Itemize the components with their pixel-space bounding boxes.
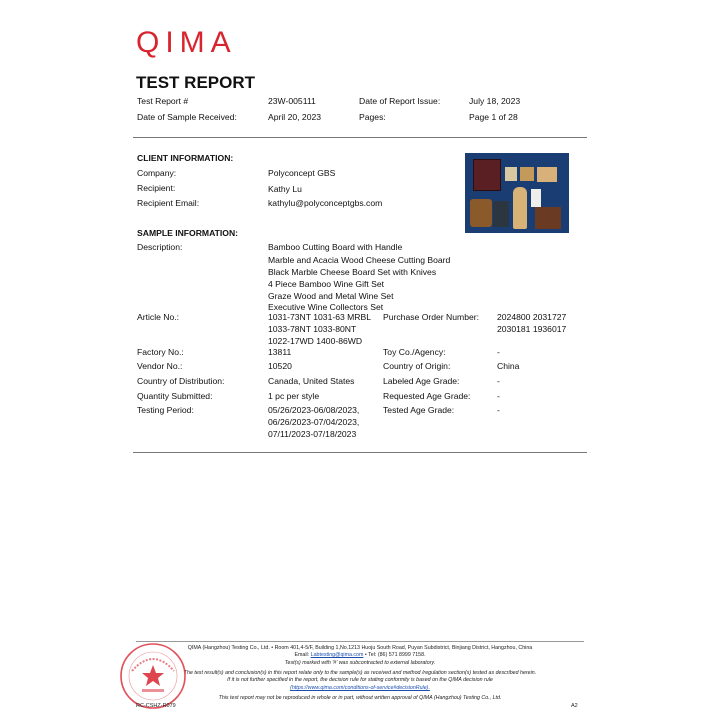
- report-title: TEST REPORT: [136, 73, 256, 92]
- footer-reproduction-note: This test report may not be reproduced in whole or in part, without written approval of QIMA (Hangzhou) Testing Co., Ltd.: [218, 695, 502, 701]
- distribution-value: Canada, United States: [268, 376, 355, 386]
- description-line: Graze Wood and Metal Wine Set: [268, 291, 394, 301]
- article-line: 1022-17WD 1400-86WD: [268, 336, 363, 346]
- labeled-age-value: -: [497, 376, 500, 386]
- po-line: 2024800 2031727: [497, 312, 567, 322]
- footer-contact: [136, 652, 584, 659]
- vendor-value: 10520: [268, 361, 292, 371]
- received-date: April 20, 2023: [268, 112, 322, 122]
- origin-value: China: [497, 361, 520, 371]
- tested-age-label: Tested Age Grade:: [383, 405, 455, 415]
- period-label: Testing Period:: [137, 405, 194, 415]
- footer-decision-link[interactable]: [136, 685, 584, 692]
- description-label: Description:: [137, 242, 183, 252]
- footer-email-prefix: Email:: [294, 652, 311, 658]
- report-no: 23W-005111: [268, 96, 316, 106]
- footer-subcontract-note: Test(s) marked with '#' was subcontracted to external laboratory.: [284, 660, 436, 666]
- email-value: kathylu@polyconceptgbs.com: [268, 198, 383, 208]
- article-line: 1033-78NT 1033-80NT: [268, 324, 357, 334]
- factory-label: Factory No.:: [137, 347, 184, 357]
- description-line: Bamboo Cutting Board with Handle: [268, 242, 403, 252]
- toyco-value: -: [497, 347, 500, 357]
- article-line: 1031-73NT 1031-63 MRBL: [268, 312, 372, 322]
- sample-heading: SAMPLE INFORMATION:: [137, 228, 239, 238]
- pages-value: Page 1 of 28: [469, 112, 518, 122]
- divider-bottom: [133, 452, 587, 453]
- vendor-label: Vendor No.:: [137, 361, 183, 371]
- footer-email-link[interactable]: Labtesting@qima.com: [310, 652, 364, 658]
- pages-label: Pages:: [359, 112, 386, 122]
- received-date-label: Date of Sample Received:: [137, 112, 237, 122]
- labeled-age-label: Labeled Age Grade:: [383, 376, 460, 386]
- po-line: 2030181 1936017: [497, 324, 567, 334]
- issue-date: July 18, 2023: [469, 96, 521, 106]
- distribution-label: Country of Distribution:: [137, 376, 225, 386]
- client-heading: CLIENT INFORMATION:: [137, 153, 234, 163]
- description-line: Executive Wine Collectors Set: [268, 302, 384, 312]
- origin-label: Country of Origin:: [383, 361, 451, 371]
- article-label: Article No.:: [137, 312, 180, 322]
- requested-age-value: -: [497, 391, 500, 401]
- footer-divider: [136, 641, 584, 642]
- form-code: RC-CSHZ-R079: [136, 703, 176, 709]
- company-value: Polyconcept GBS: [268, 168, 336, 178]
- toyco-label: Toy Co./Agency:: [383, 347, 446, 357]
- period-line: 07/11/2023-07/18/2023: [268, 429, 357, 439]
- report-no-label: Test Report #: [137, 96, 189, 106]
- issue-date-label: Date of Report Issue:: [359, 96, 441, 106]
- po-label: Purchase Order Number:: [383, 312, 479, 322]
- period-line: 06/26/2023-07/04/2023,: [268, 417, 360, 427]
- recipient-label: Recipient:: [137, 183, 176, 193]
- footer-tel: • Tel: (86) 571 8999 7158.: [363, 652, 426, 658]
- factory-value: 13811: [268, 347, 292, 357]
- decision-rule-link[interactable]: (https://www.qima.com/conditions-of-service#decisionRule).: [290, 685, 430, 691]
- description-line: Black Marble Cheese Board Set with Knives: [268, 267, 437, 277]
- sample-photo: [465, 153, 569, 233]
- email-label: Recipient Email:: [137, 198, 200, 208]
- footer-address: QIMA (Hangzhou) Testing Co., Ltd. • Room 401,4-5/F, Building 1,No.1213 Huoju South Road, Puyan Subdistrict, Binjiang District, Hangzhou, China: [187, 645, 533, 651]
- footer-decision-note: If it is not further specified in the report, the decision rule for stating conformity is based on the QIMA decision rule: [227, 677, 493, 683]
- company-label: Company:: [137, 168, 177, 178]
- tested-age-value: -: [497, 405, 500, 415]
- description-line: Marble and Acacia Wood Cheese Cutting Board: [268, 255, 451, 265]
- description-line: 4 Piece Bamboo Wine Gift Set: [268, 279, 385, 289]
- qima-logo: QIMA: [136, 26, 237, 59]
- page-tag: A2: [571, 703, 578, 709]
- company-seal-stamp: [118, 641, 188, 711]
- period-line: 05/26/2023-06/08/2023,: [268, 405, 360, 415]
- quantity-label: Quantity Submitted:: [137, 391, 213, 401]
- recipient-value: Kathy Lu: [268, 184, 302, 194]
- footer-result-note: The test result(s) and conclusion(s) in this report relate only to the sample(s) as received and method /regulation section(s) tested as described herein.: [183, 670, 537, 676]
- divider-top: [133, 137, 587, 138]
- requested-age-label: Requested Age Grade:: [383, 391, 471, 401]
- quantity-value: 1 pc per style: [268, 391, 320, 401]
